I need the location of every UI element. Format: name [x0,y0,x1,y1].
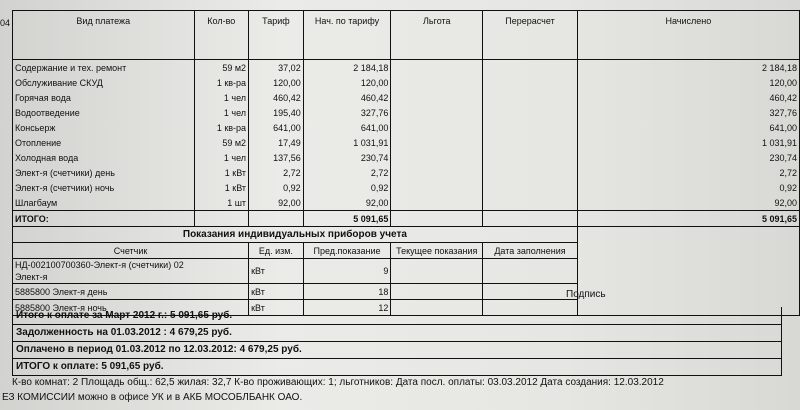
payment-name: Горячая вода [13,90,195,105]
payment-charged-by-tariff: 120,00 [303,75,391,90]
payment-tariff: 460,42 [249,90,304,105]
payment-name: Шлагбаум [13,195,195,211]
payment-name: Элект-я (счетчики) ночь [13,180,195,195]
total-benefit [391,211,483,227]
payment-charged: 641,00 [577,120,799,135]
meter-unit: кВт [249,284,304,300]
payment-charged-by-tariff: 0,92 [303,180,391,195]
payment-charged-by-tariff: 92,00 [303,195,391,211]
payment-tariff: 92,00 [249,195,304,211]
payment-row [13,135,800,150]
payment-recalc [483,90,578,105]
payment-charged-by-tariff: 230,74 [303,150,391,165]
meter-current-value [391,284,483,300]
payment-charged-by-tariff: 2,72 [303,165,391,180]
meter-prev-value: 18 [303,284,391,300]
payment-recalc [483,180,578,195]
col-benefit: Льгота [391,11,483,60]
col-charged: Начислено [577,11,799,60]
payment-qty: 1 кв-ра [194,75,249,90]
payment-row [13,150,800,165]
total-label: ИТОГО: [13,211,195,227]
payment-benefit [391,195,483,211]
total-qty [194,211,249,227]
meter-name-line: НД-002100700360-Элект-я (счетчики) 02 [15,260,184,270]
payment-charged-by-tariff: 460,42 [303,90,391,105]
payment-benefit [391,165,483,180]
payment-name: Содержание и тех. ремонт [13,60,195,76]
payment-benefit [391,105,483,120]
col-qty: Кол-во [194,11,249,60]
meter-name-line: Элект-я [15,272,48,282]
meter-name-line: 5885800 Элект-я ночь [15,302,107,313]
signature-cell [577,227,799,316]
payment-table [12,10,800,316]
payment-charged-by-tariff: 2 184,18 [303,60,391,76]
payment-qty: 1 чел [194,90,249,105]
meter-unit: кВт [249,259,304,284]
payment-row [13,195,800,211]
total-row [13,211,800,227]
meter-prev-value: 12 [303,300,391,316]
meter-name-line: 5885800 Элект-я день [15,286,108,297]
payment-row [13,120,800,135]
payment-qty: 1 чел [194,105,249,120]
payment-recalc [483,165,578,180]
total-charged: 5 091,65 [577,211,799,227]
col-tariff: Тариф [249,11,304,60]
summary-line-4: ИТОГО к оплате: 5 091,65 руб. [12,358,782,376]
payment-charged: 327,76 [577,105,799,120]
payment-name: Элект-я (счетчики) день [13,165,195,180]
payment-charged: 120,00 [577,75,799,90]
payment-qty: 1 кВт [194,165,249,180]
payment-charged: 2,72 [577,165,799,180]
payment-tariff: 17,49 [249,135,304,150]
payment-row [13,165,800,180]
payment-charged: 0,92 [577,180,799,195]
payment-charged-by-tariff: 641,00 [303,120,391,135]
total-charged-by-tariff: 5 091,65 [303,211,391,227]
payment-recalc [483,60,578,76]
payment-qty: 59 м2 [194,60,249,76]
info-line: К-во комнат: 2 Площадь общ.: 62,5 жилая: 32,7 К-во проживающих: 1; льготников: Дата посл. оплаты: 03.03.2012 Дата создания: 12.03.2012 [12,377,664,388]
meter-fill-date [483,284,578,300]
total-tariff [249,211,304,227]
payment-benefit [391,90,483,105]
payment-tariff: 195,40 [249,105,304,120]
payment-recalc [483,150,578,165]
payment-charged-by-tariff: 327,76 [303,105,391,120]
payment-recalc [483,75,578,90]
payment-charged: 230,74 [577,150,799,165]
header-row [13,11,800,60]
commission-line: ЕЗ КОМИССИИ можно в офисе УК и в АКБ МОСОБЛБАНК ОАО. [2,392,303,403]
payment-charged: 92,00 [577,195,799,211]
payment-tariff: 37,02 [249,60,304,76]
unit-col-header: Ед. изм. [249,243,304,259]
meter-prev-value: 9 [303,259,391,284]
payment-charged-by-tariff: 1 031,91 [303,135,391,150]
meters-title: Показания индивидуальных приборов учета [13,227,578,243]
meter-fill-date [483,259,578,284]
payment-row [13,180,800,195]
payment-recalc [483,120,578,135]
payment-name: Консьерж [13,120,195,135]
summary-line-2: Задолженность на 01.03.2012 : 4 679,25 руб. [12,324,782,342]
payment-charged: 460,42 [577,90,799,105]
payment-row [13,60,800,76]
edge-fragment: 04 [0,18,11,28]
payment-benefit [391,135,483,150]
payment-recalc [483,105,578,120]
payment-qty: 1 чел [194,150,249,165]
payment-benefit [391,60,483,76]
payment-name: Отопление [13,135,195,150]
payment-row [13,75,800,90]
date-col-header: Дата заполнения [483,243,578,259]
payment-charged: 2 184,18 [577,60,799,76]
payment-row [13,105,800,120]
meter-col-header: Счетчик [13,243,249,259]
meter-name [13,259,249,284]
col-recalc: Перерасчет [483,11,578,60]
summary-line-1: Итого к оплате за Март 2012 г.: 5 091,65 руб. [12,307,782,325]
meter-current-value [391,259,483,284]
meters-title-row [13,227,800,243]
payment-benefit [391,150,483,165]
payment-benefit [391,75,483,90]
meter-unit: кВт [249,300,304,316]
payment-qty: 1 шт [194,195,249,211]
payment-name: Холодная вода [13,150,195,165]
total-recalc [483,211,578,227]
signature-label: Подпись [566,289,606,300]
payment-qty: 1 кв-ра [194,120,249,135]
summary-line-3: Оплачено в период 01.03.2012 по 12.03.2012: 4 679,25 руб. [12,341,782,359]
payment-benefit [391,180,483,195]
payment-recalc [483,135,578,150]
col-type: Вид платежа [13,11,195,60]
payment-tariff: 2,72 [249,165,304,180]
payment-tariff: 137,56 [249,150,304,165]
col-charged-by-tariff: Нач. по тарифу [303,11,391,60]
payment-benefit [391,120,483,135]
prev-col-header: Пред.показание [303,243,391,259]
payment-row [13,90,800,105]
payment-tariff: 0,92 [249,180,304,195]
payment-charged: 1 031,91 [577,135,799,150]
payment-tariff: 641,00 [249,120,304,135]
payment-qty: 59 м2 [194,135,249,150]
payment-recalc [483,195,578,211]
payment-name: Обслуживание СКУД [13,75,195,90]
payment-tariff: 120,00 [249,75,304,90]
current-col-header: Текущее показания [391,243,483,259]
payment-qty: 1 кВт [194,180,249,195]
meter-name [13,284,249,300]
payment-name: Водоотведение [13,105,195,120]
